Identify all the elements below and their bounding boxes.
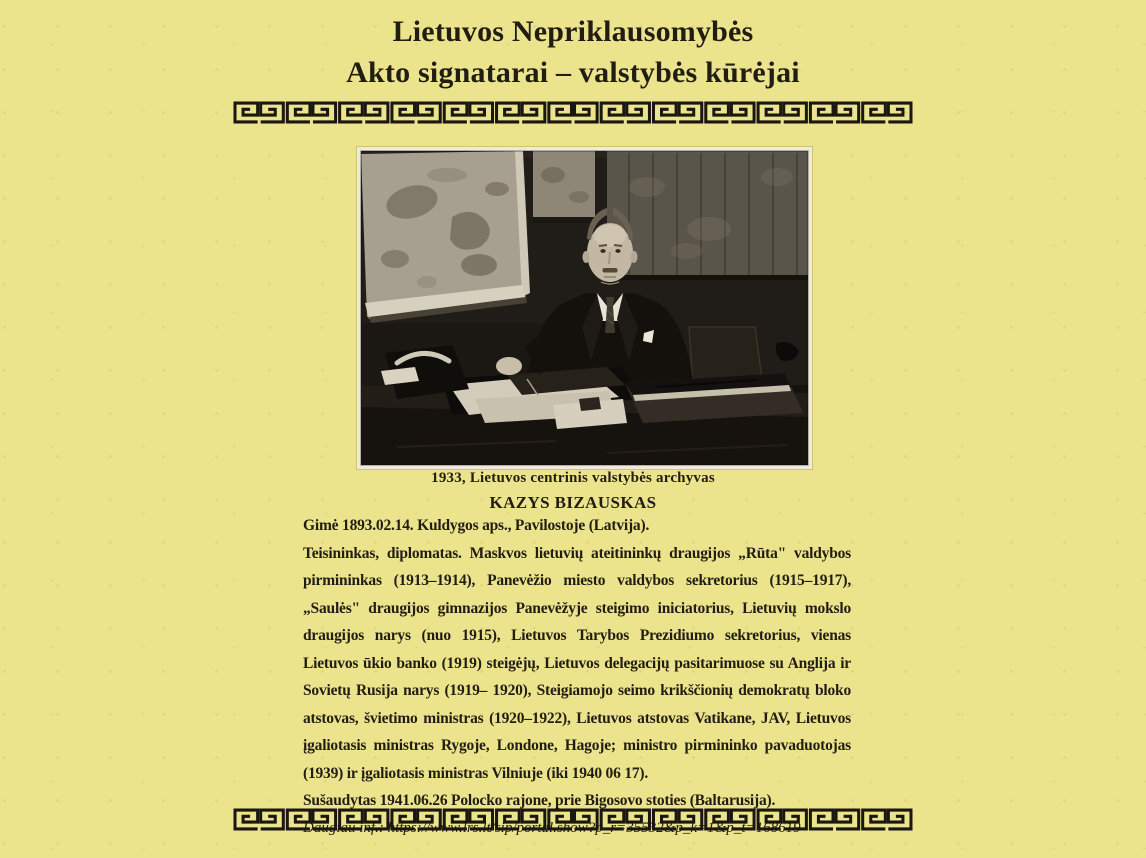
greek-key-border-bottom [233,808,913,831]
bio-death-line: Sušaudytas 1941.06.26 Polocko rajone, prie Bigosovo stoties (Baltarusija). [303,792,776,809]
more-info-link[interactable]: Daugiau inf.: https://www.lrs.lt/sip/portal.show?p_r=35532&p_k=1&p_t=168619 [303,819,801,836]
bio-birth-line: Gimė 1893.02.14. Kuldygos aps., Pavilostoje (Latvija). [303,517,650,534]
page-title-line-2: Akto signatarai – valstybės kūrėjai [346,56,800,89]
page-title-line-1: Lietuvos Nepriklausomybės [392,15,754,48]
photo-caption: 1933, Lietuvos centrinis valstybės archyvas [431,470,715,486]
page-title [0,11,1146,93]
bio-text-block [303,512,851,842]
bio-career-paragraph: Teisininkas, diplomatas. Maskvos lietuvių ateitininkų draugijos „Rūta" valdybos pirmininkas (1913–1914), Panevėžio miesto valdybos sekretorius (1915–1917), „Saulės" draugijos gimnazijos Panevėžyje steigimo iniciatorius, Lietuvių mokslo draugijos narys (nuo 1915), Lietuvos Tarybos Prezidiumo sekretorius, vienas Lietuvos ūkio banko (1919) steigėjų, Lietuvos delegacijų pasitarimuose su Anglija ir Sovietų Rusija narys (1919– 1920), Steigiamojo seimo krikščionių demokratų bloko atstovas, švietimo ministras (1920–1922), Lietuvos atstovas Vatikane, JAV, Lietuvos įgaliotasis ministras Rygoje, Londone, Hagoje; ministro pirmininko pavaduotojas (1939) ir įgaliotasis ministras Vilniuje (iki 1940 06 17). [303,544,851,782]
person-name: KAZYS BIZAUSKAS [489,493,657,512]
portrait-photo-art [357,147,812,469]
greek-key-border-top [233,101,913,124]
portrait-photo [357,147,812,469]
